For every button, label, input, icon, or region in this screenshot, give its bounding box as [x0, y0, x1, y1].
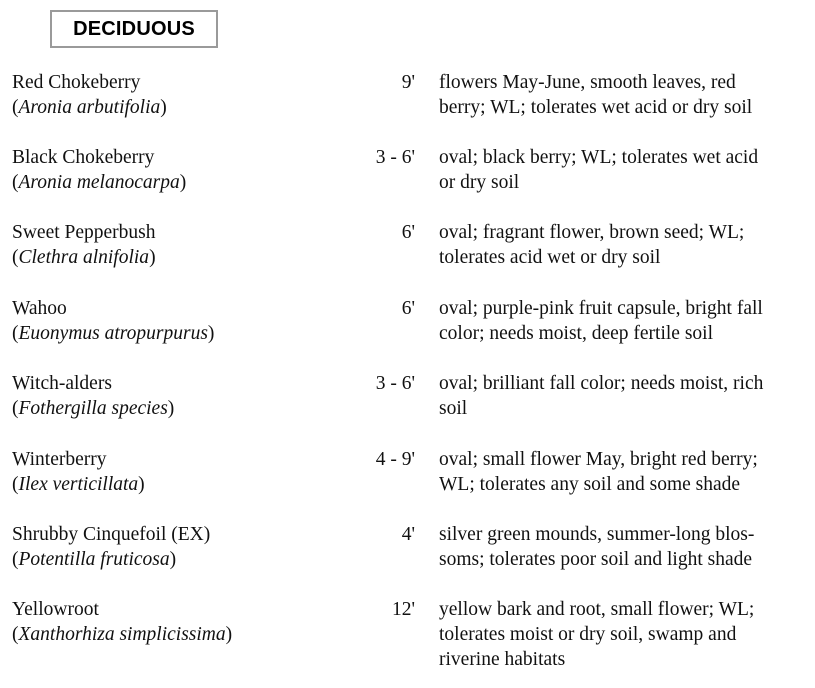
plant-description — [439, 220, 811, 270]
common-name: Red Chokeberry — [12, 72, 141, 93]
plant-name-block — [12, 296, 342, 346]
common-name: Witch-alders — [12, 373, 112, 394]
description-line: riverine habitats — [439, 649, 566, 670]
mature-height: 12' — [391, 599, 415, 620]
description-line: or dry soil — [439, 172, 520, 193]
mature-height: 6' — [401, 298, 415, 319]
description-line: silver green mounds, summer-long blos- — [439, 524, 755, 545]
scientific-name: Ilex verticillata — [18, 474, 139, 495]
plant-name-block — [12, 447, 342, 497]
plant-description — [439, 296, 811, 346]
plant-name-block — [12, 597, 342, 647]
common-name: Sweet Pepperbush — [12, 222, 156, 243]
description-line: yellow bark and root, small flower; WL; — [439, 599, 755, 620]
description-line: soil — [439, 398, 468, 419]
common-name: Wahoo — [12, 298, 67, 319]
scientific-name: Fothergilla species — [18, 398, 168, 419]
description-line: flowers May-June, smooth leaves, red — [439, 72, 736, 93]
description-line: tolerates moist or dry soil, swamp and — [439, 624, 737, 645]
plant-description — [439, 70, 811, 120]
section-heading: DECIDUOUS — [50, 10, 218, 48]
mature-height: 4' — [401, 524, 415, 545]
plant-name-block — [12, 145, 342, 195]
scientific-name-line: (Clethra alnifolia) — [12, 247, 156, 268]
scientific-name: Euonymus atropurpurus — [18, 323, 208, 344]
scientific-name: Clethra alnifolia — [18, 247, 150, 268]
description-line: oval; brilliant fall color; needs moist, rich — [439, 373, 764, 394]
plant-name-block — [12, 70, 342, 120]
description-line: oval; purple-pink fruit capsule, bright fall — [439, 298, 763, 319]
description-line: berry; WL; tolerates wet acid or dry soil — [439, 97, 753, 118]
common-name: Yellowroot — [12, 599, 99, 620]
description-line: soms; tolerates poor soil and light shade — [439, 549, 753, 570]
scientific-name-line: (Fothergilla species) — [12, 398, 175, 419]
scientific-name-line: (Aronia melanocarpa) — [12, 172, 187, 193]
scientific-name-line: (Xanthorhiza simplicissima) — [12, 624, 233, 645]
scientific-name-line: (Euonymus atropurpurus) — [12, 323, 215, 344]
plant-name-block — [12, 522, 342, 572]
scientific-name: Aronia melanocarpa — [18, 172, 180, 193]
description-line: color; needs moist, deep fertile soil — [439, 323, 714, 344]
plant-description — [439, 145, 811, 195]
description-line: oval; black berry; WL; tolerates wet acid — [439, 147, 759, 168]
description-line: tolerates acid wet or dry soil — [439, 247, 661, 268]
scientific-name: Potentilla fruticosa — [18, 549, 170, 570]
description-line: oval; fragrant flower, brown seed; WL; — [439, 222, 745, 243]
scientific-name: Xanthorhiza simplicissima — [18, 624, 226, 645]
scientific-name: Aronia arbutifolia — [18, 97, 161, 118]
plant-description — [439, 447, 811, 497]
mature-height: 9' — [401, 72, 415, 93]
description-line: oval; small flower May, bright red berry; — [439, 449, 758, 470]
mature-height: 4 - 9' — [375, 449, 415, 470]
common-name: Black Chokeberry — [12, 147, 155, 168]
description-line: WL; tolerates any soil and some shade — [439, 474, 741, 495]
common-name: Shrubby Cinquefoil (EX) — [12, 524, 211, 545]
plant-name-block — [12, 220, 342, 270]
mature-height: 6' — [401, 222, 415, 243]
common-name: Winterberry — [12, 449, 107, 470]
plant-description — [439, 371, 811, 421]
plant-name-block — [12, 371, 342, 421]
plant-description — [439, 597, 811, 672]
plant-description — [439, 522, 811, 572]
mature-height: 3 - 6' — [375, 147, 415, 168]
scientific-name-line: (Aronia arbutifolia) — [12, 97, 167, 118]
mature-height: 3 - 6' — [375, 373, 415, 394]
scientific-name-line: (Potentilla fruticosa) — [12, 549, 177, 570]
scientific-name-line: (Ilex verticillata) — [12, 474, 145, 495]
